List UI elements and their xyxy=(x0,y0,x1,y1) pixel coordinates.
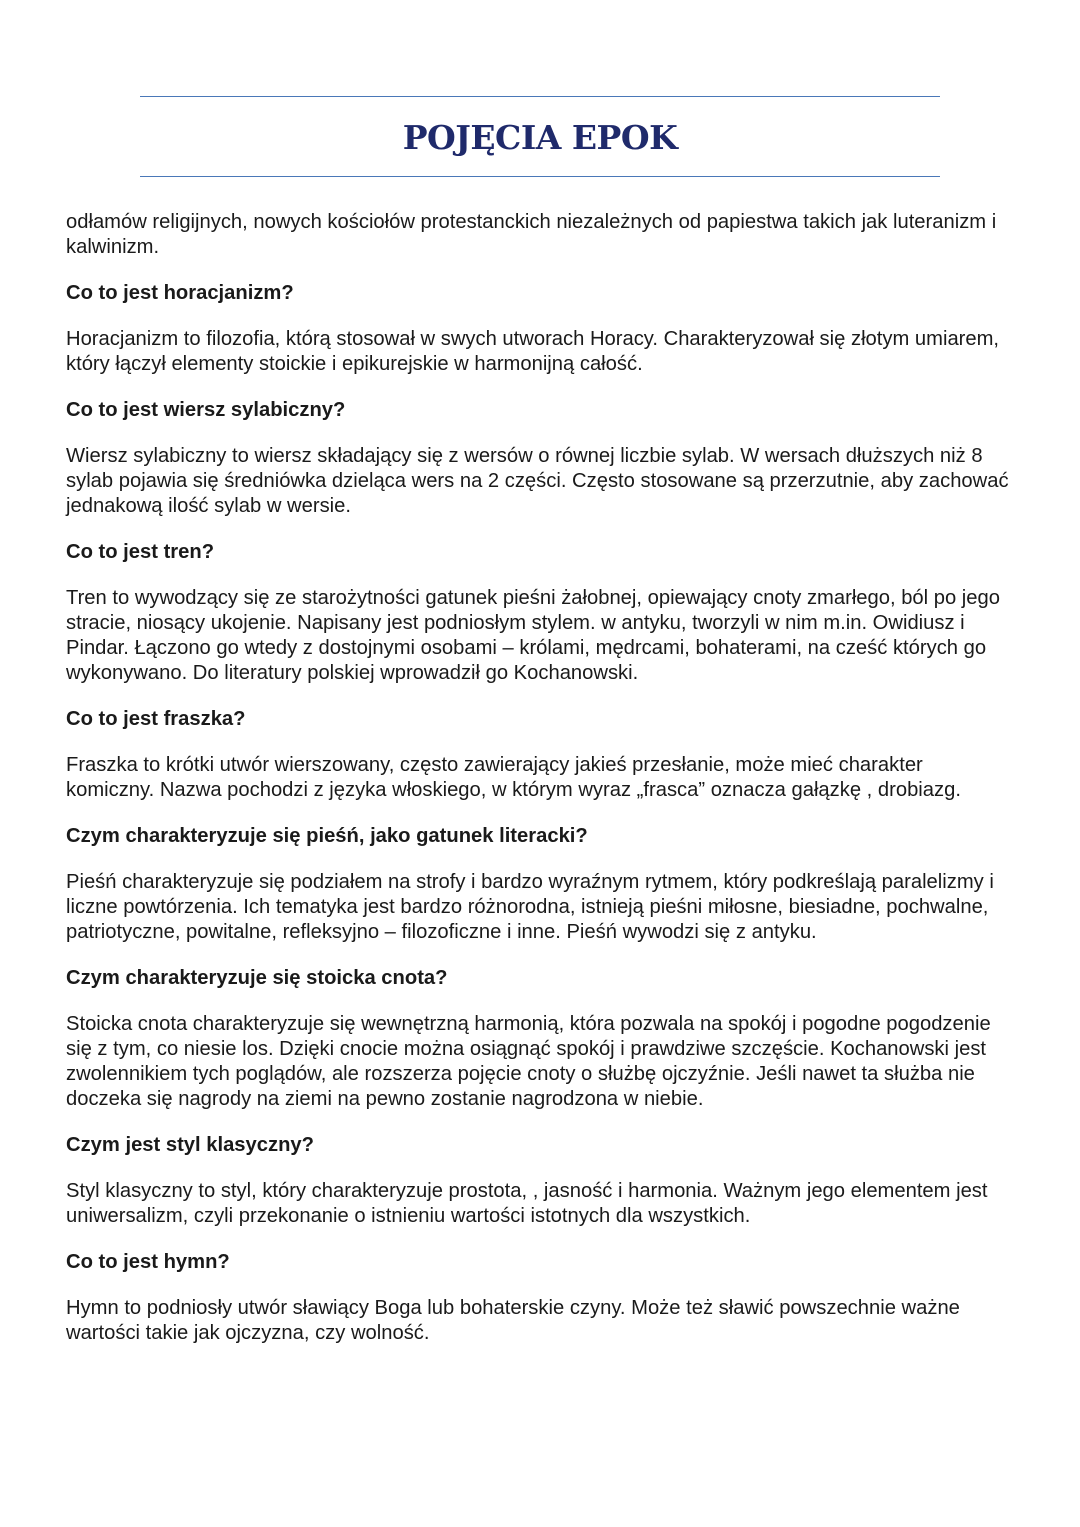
question-heading: Co to jest hymn? xyxy=(66,1251,230,1273)
question-heading: Co to jest horacjanizm? xyxy=(66,282,294,304)
question-heading: Co to jest fraszka? xyxy=(66,708,246,730)
page-title: POJĘCIA EPOK xyxy=(402,118,678,157)
header-bottom-rule xyxy=(140,176,940,177)
intro-paragraph: odłamów religijnych, nowych kościołów protestanckich niezależnych od papiestwa takich jak luteranizm i kalwinizm. xyxy=(66,211,997,258)
answer-paragraph: Tren to wywodzący się ze starożytności gatunek pieśni żałobnej, opiewający cnoty zmarłego, ból po jego stracie, niosący ukojenie. Napisany jest podniosłym stylem. w antyku, tworzyli w nim m.in. Owidiusz i Pindar. Łączono go wtedy z dostojnymi osobami – królami, mędrcami, bohaterami, na cześć których go wykonywano. Do literatury polskiej wprowadził go Kochanowski. xyxy=(66,587,1000,684)
question-heading: Czym charakteryzuje się pieśń, jako gatunek literacki? xyxy=(66,825,588,847)
answer-paragraph: Horacjanizm to filozofia, którą stosował w swych utworach Horacy. Charakteryzował się złotym umiarem, który łączył elementy stoickie i epikurejskie w harmonijną całość. xyxy=(66,328,1000,375)
answer-paragraph: Wiersz sylabiczny to wiersz składający się z wersów o równej liczbie sylab. W wersach dłuższych niż 8 sylab pojawia się średniówka dzieląca wers na 2 części. Często stosowane są przerzutnie, aby zachować jednakową ilość sylab w wersie. xyxy=(66,445,1009,517)
answer-paragraph: Fraszka to krótki utwór wierszowany, często zawierający jakieś przesłanie, może mieć charakter komiczny. Nazwa pochodzi z języka włoskiego, w którym wyraz „frasca” oznacza gałązkę , drobiazg. xyxy=(66,754,961,801)
header-top-rule xyxy=(140,96,940,97)
question-heading: Co to jest wiersz sylabiczny? xyxy=(66,399,346,421)
question-heading: Czym charakteryzuje się stoicka cnota? xyxy=(66,967,448,989)
document-body xyxy=(66,210,1016,1367)
question-heading: Czym jest styl klasyczny? xyxy=(66,1134,314,1156)
answer-paragraph: Stoicka cnota charakteryzuje się wewnętrzną harmonią, która pozwala na spokój i pogodne pogodzenie się z tym, co niesie los. Dzięki cnocie można osiągnąć spokój i prawdziwe szczęście. Kochanowski jest zwolennikiem tych poglądów, ale rozszerza pojęcie cnoty o służbę ojczyźnie. Jeśli nawet ta służba nie doczeka się nagrody na ziemi na pewno zostanie nagrodzona w niebie. xyxy=(66,1013,991,1110)
answer-paragraph: Hymn to podniosły utwór sławiący Boga lub bohaterskie czyny. Może też sławić powszechnie ważne wartości takie jak ojczyzna, czy wolność. xyxy=(66,1297,960,1344)
answer-paragraph: Styl klasyczny to styl, który charakteryzuje prostota, , jasność i harmonia. Ważnym jego elementem jest uniwersalizm, czyli przekonanie o istnieniu wartości istotnych dla wszystkich. xyxy=(66,1180,988,1227)
answer-paragraph: Pieśń charakteryzuje się podziałem na strofy i bardzo wyraźnym rytmem, który podkreślają paralelizmy i liczne powtórzenia. Ich tematyka jest bardzo różnorodna, istnieją pieśni miłosne, biesiadne, pochwalne, patriotyczne, powitalne, refleksyjno – filozoficzne i inne. Pieśń wywodzi się z antyku. xyxy=(66,871,994,943)
question-heading: Co to jest tren? xyxy=(66,541,215,563)
